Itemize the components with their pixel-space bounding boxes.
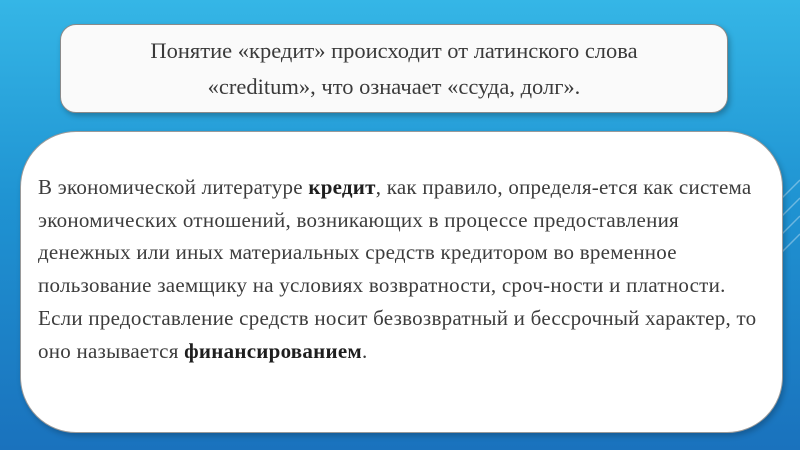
definition-line-2: «creditum», что означает «ссуда, долг». [207,73,581,99]
explanation-part-1: В экономической литературе [38,175,309,199]
explanation-part-3: . [361,338,368,363]
term-financing: финансированием [184,338,362,363]
explanation-box [20,131,783,433]
definition-text [150,33,637,105]
definition-box [60,24,728,113]
explanation-part-2: , как правило, определя-ется как система экономических отношений, возникающих в процессе предоставления денежных или иных материальных средств кредитором во временное пользование заемщику на условиях возвратности, сроч-ности и платности. Если предоставление средств носит безвозвратный и бессрочный характер, то оно называется [38,175,757,363]
term-credit: кредит [308,175,376,199]
explanation-text [38,171,762,367]
definition-line-1: Понятие «кредит» происходит от латинского слова [150,37,638,63]
